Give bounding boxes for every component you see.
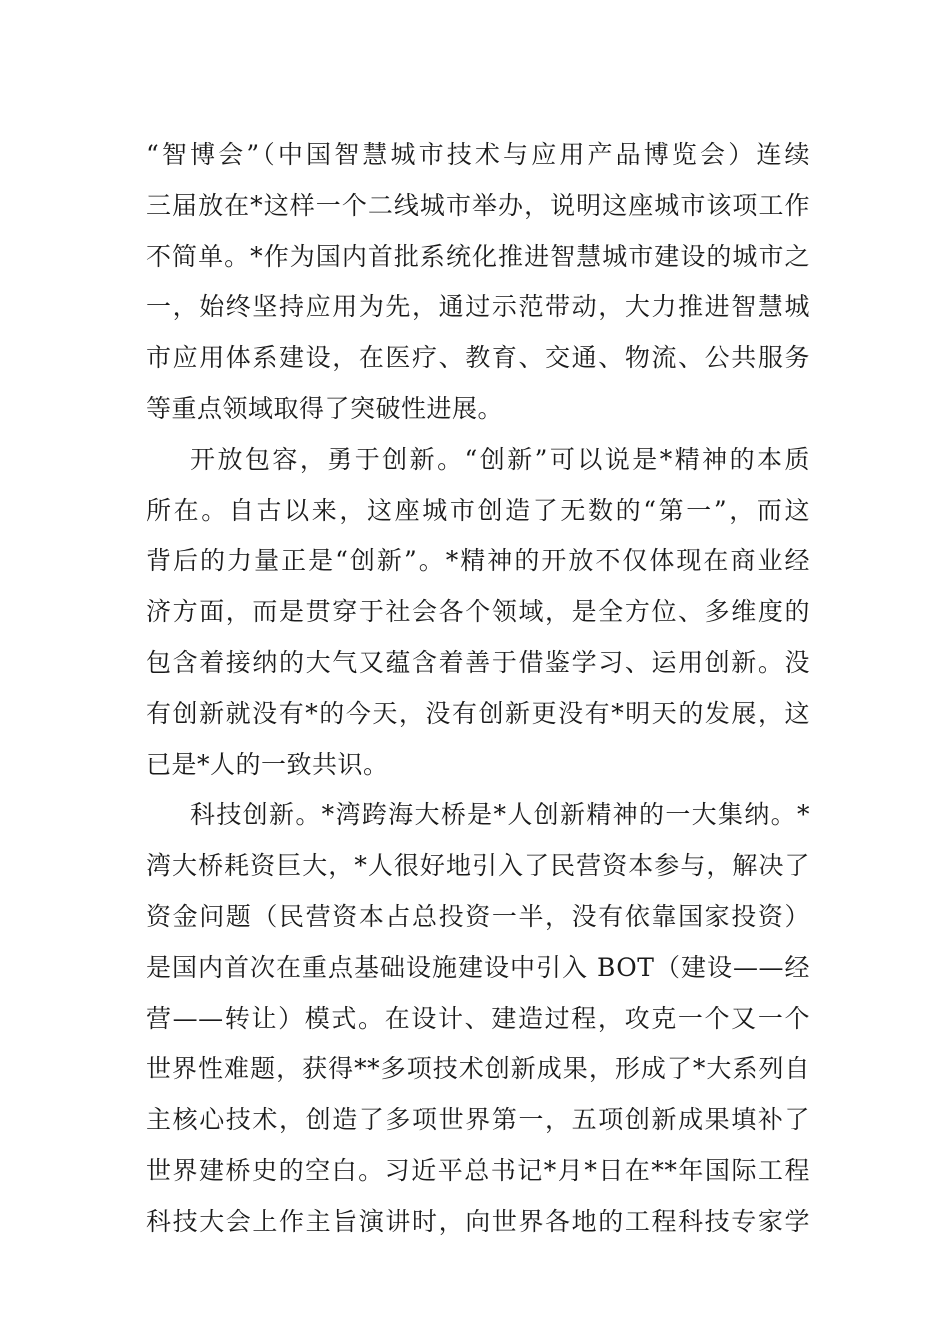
document-body [146, 130, 810, 1248]
text-line: 有创新就没有*的今天，没有创新更没有*明天的发展，这 [146, 698, 810, 728]
text-line: 已是*人的一致共识。 [146, 749, 389, 779]
text-line: 世界性难题，获得**多项技术创新成果，形成了*大系列自 [146, 1054, 810, 1084]
text-line: 科技大会上作主旨演讲时，向世界各地的工程科技专家学 [146, 1206, 810, 1236]
text-line: 开放包容，勇于创新。“创新”可以说是*精神的本质 [190, 444, 810, 474]
text-line: 背后的力量正是“创新”。*精神的开放不仅体现在商业经 [146, 546, 810, 576]
text-line: 三届放在*这样一个二线城市举办，说明这座城市该项工作 [146, 190, 810, 220]
text-line: 科技创新。*湾跨海大桥是*人创新精神的一大集纳。* [190, 800, 810, 830]
text-line: 等重点领域取得了突破性进展。 [146, 393, 504, 423]
text-line: 一，始终坚持应用为先，通过示范带动，大力推进智慧城 [146, 292, 810, 322]
text-line: 所在。自古以来，这座城市创造了无数的“第一”，而这 [146, 495, 810, 525]
text-line: 包含着接纳的大气又蕴含着善于借鉴学习、运用创新。没 [146, 647, 810, 677]
text-line: “智博会”（中国智慧城市技术与应用产品博览会）连续 [146, 140, 810, 169]
text-line: 不简单。*作为国内首批系统化推进智慧城市建设的城市之 [146, 241, 810, 271]
text-line: 营——转让）模式。在设计、建造过程，攻克一个又一个 [146, 1003, 810, 1033]
text-line: 市应用体系建设，在医疗、教育、交通、物流、公共服务 [146, 343, 810, 373]
text-line: 济方面，而是贯穿于社会各个领域，是全方位、多维度的 [146, 597, 810, 627]
text-line: 世界建桥史的空白。习近平总书记*月*日在**年国际工程 [146, 1155, 810, 1185]
text-line: 是国内首次在重点基础设施建设中引入 BOT（建设——经 [146, 952, 810, 982]
text-line: 湾大桥耗资巨大，*人很好地引入了民营资本参与，解决了 [146, 851, 810, 881]
text-line: 资金问题（民营资本占总投资一半，没有依靠国家投资） [146, 901, 810, 931]
text-line: 主核心技术，创造了多项世界第一，五项创新成果填补了 [146, 1105, 810, 1135]
